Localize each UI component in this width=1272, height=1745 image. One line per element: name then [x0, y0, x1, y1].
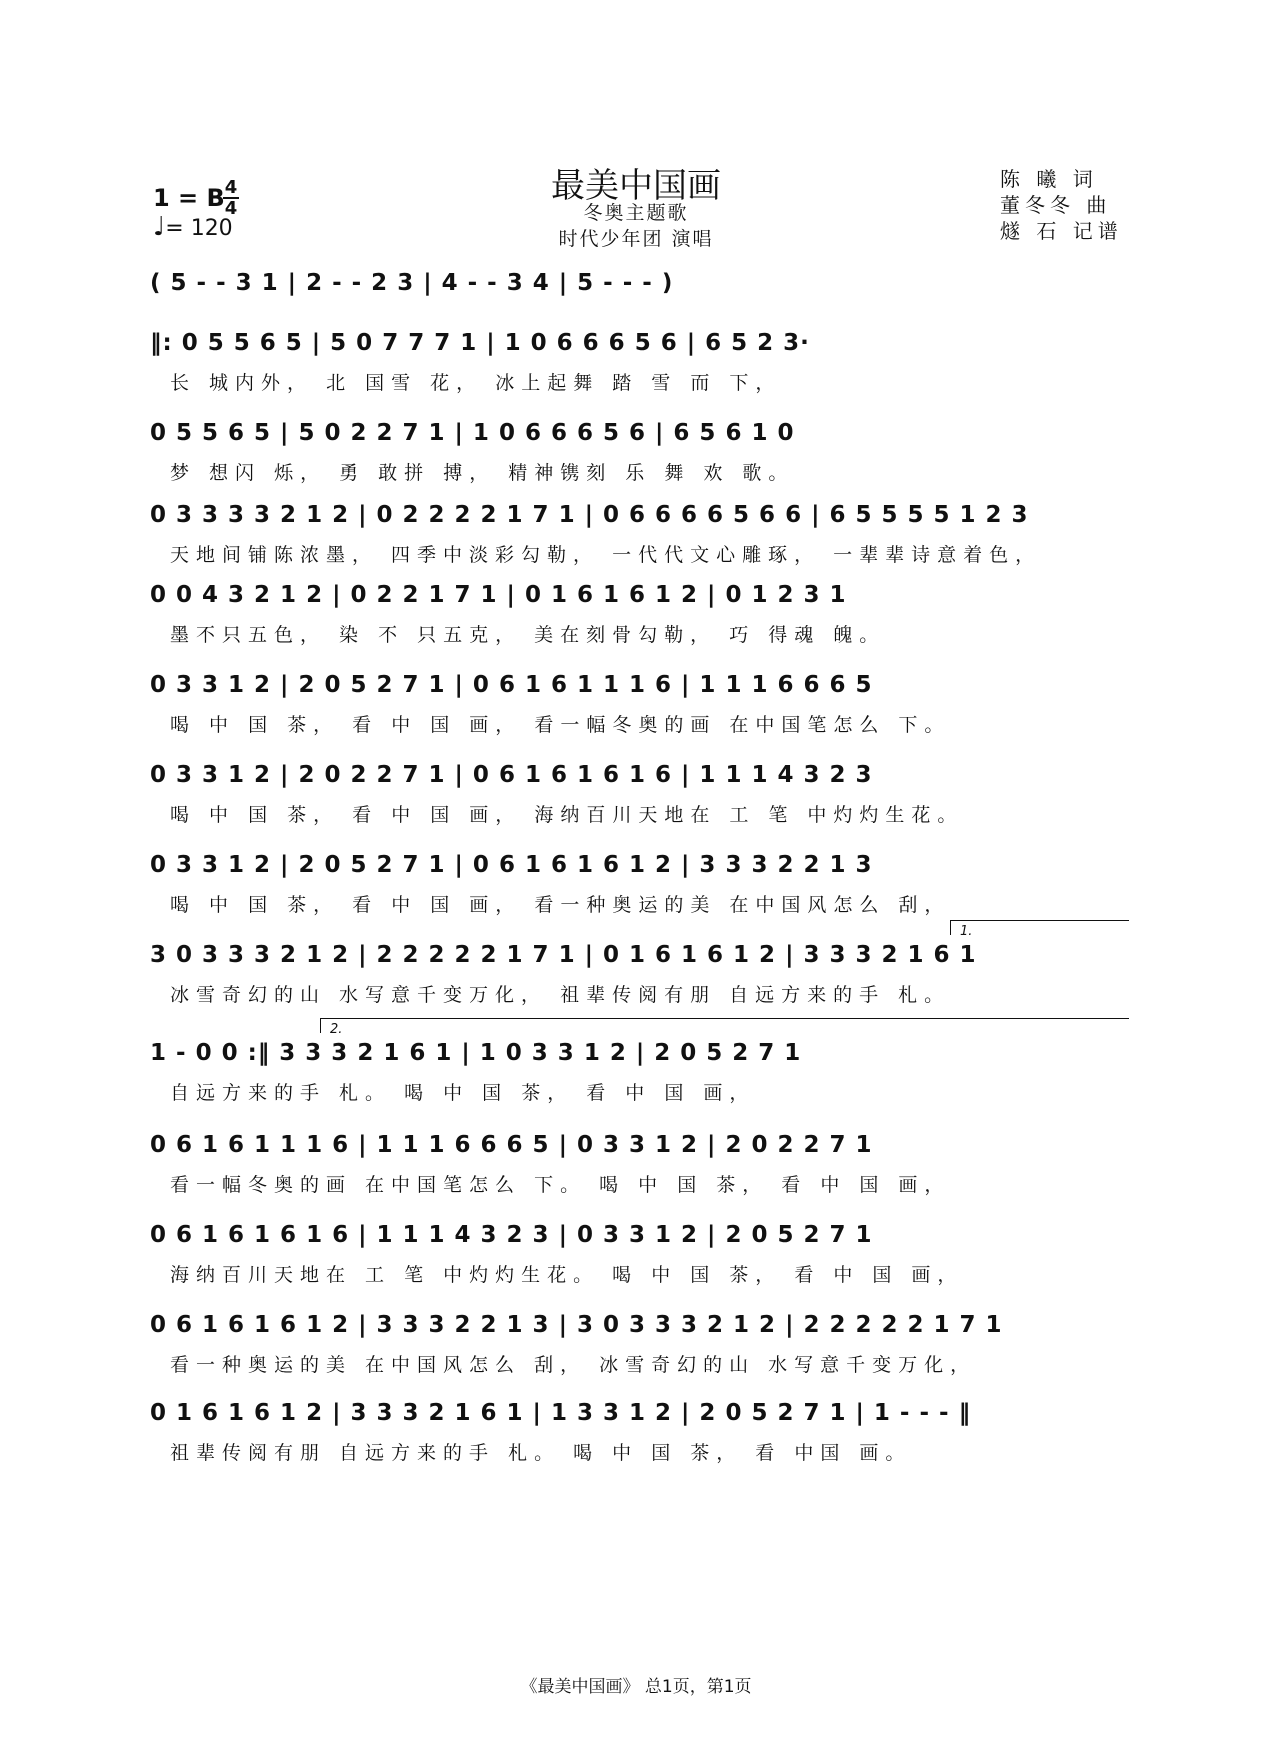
row-notes: 0 1 6 1 6 1 2 | 3 3 3 2 1 6 1 | 1 3 3 1 2 | 2 0 5 2 7 1 | 1 - - - ‖	[150, 1400, 972, 1426]
row-notes: 0 6 1 6 1 6 1 2 | 3 3 3 2 2 1 3 | 3 0 3 3 3 2 1 2 | 2 2 2 2 2 1 7 1	[150, 1312, 1003, 1338]
key-text: 1 = B	[153, 184, 225, 212]
credit-lyricist: 陈 曦 词	[1000, 167, 1098, 191]
song-title: 最美中国画	[551, 166, 721, 206]
row-notes: 0 3 3 1 2 | 2 0 5 2 7 1 | 0 6 1 6 1 1 1 6 | 1 1 1 6 6 6 5	[150, 672, 873, 698]
row-lyrics: 喝 中 国 茶， 看 中 国 画， 看一种奥运的美 在中国风怎么 刮，	[170, 894, 951, 916]
row-notes: 0 6 1 6 1 6 1 6 | 1 1 1 4 3 2 3 | 0 3 3 1 2 | 2 0 5 2 7 1	[150, 1222, 873, 1248]
row-lyrics: 喝 中 国 茶， 看 中 国 画， 看一幅冬奥的画 在中国笔怎么 下。	[170, 714, 951, 736]
row-notes: ‖: 0 5 5 6 5 | 5 0 7 7 7 1 | 1 0 6 6 6 5 6 | 6 5 2 3·	[150, 330, 810, 356]
row-lyrics: 看一种奥运的美 在中国风怎么 刮， 冰雪奇幻的山 水写意千变万化，	[170, 1354, 977, 1376]
second-ending-bracket	[320, 1018, 1129, 1033]
row-lyrics: 自远方来的手 札。 喝 中 国 茶， 看 中 国 画，	[170, 1082, 756, 1104]
credit-transcriber: 燧 石 记谱	[1000, 219, 1123, 243]
quarter-note-icon: ♩	[153, 212, 166, 242]
second-ending-mark: 2.	[330, 1022, 343, 1037]
first-ending-mark: 1.	[960, 924, 973, 939]
row-lyrics: 天地间铺陈浓墨， 四季中淡彩勾勒， 一代代文心雕琢， 一辈辈诗意着色，	[170, 544, 1042, 566]
row-lyrics: 墨不只五色， 染 不 只五克， 美在刻骨勾勒， 巧 得魂 魄。	[170, 624, 886, 646]
song-subtitle: 冬奥主题歌	[583, 202, 689, 224]
row-lyrics: 梦 想闪 烁， 勇 敢拼 搏， 精神镌刻 乐 舞 欢 歌。	[170, 462, 795, 484]
tempo-value: = 120	[165, 216, 233, 241]
row-lyrics: 祖辈传阅有朋 自远方来的手 札。 喝 中 国 茶， 看 中国 画。	[170, 1442, 912, 1464]
intro-notes: ( 5 - - 3 1 | 2 - - 2 3 | 4 - - 3 4 | 5 - - - )	[150, 270, 674, 296]
row-notes: 0 5 5 6 5 | 5 0 2 2 7 1 | 1 0 6 6 6 5 6 | 6 5 6 1 0	[150, 420, 795, 446]
row-notes: 0 3 3 1 2 | 2 0 5 2 7 1 | 0 6 1 6 1 6 1 2 | 3 3 3 2 2 1 3	[150, 852, 873, 878]
row-notes: 1 - 0 0 :‖ 3 3 3 2 1 6 1 | 1 0 3 3 1 2 | 2 0 5 2 7 1	[150, 1040, 802, 1066]
credits-block	[1000, 166, 1123, 244]
row-notes: 3 0 3 3 3 2 1 2 | 2 2 2 2 2 1 7 1 | 0 1 6 1 6 1 2 | 3 3 3 2 1 6 1	[150, 942, 977, 968]
credit-composer: 董冬冬 曲	[1000, 193, 1112, 217]
row-lyrics: 喝 中 国 茶， 看 中 国 画， 海纳百川天地在 工 笔 中灼灼生花。	[170, 804, 964, 826]
page-footer: 《最美中国画》 总1页，第1页	[520, 1677, 752, 1697]
row-lyrics: 长 城内外， 北 国雪 花， 冰上起舞 踏 雪 而 下，	[170, 372, 782, 394]
tempo-marking	[153, 212, 233, 242]
row-notes: 0 3 3 1 2 | 2 0 2 2 7 1 | 0 6 1 6 1 6 1 6 | 1 1 1 4 3 2 3	[150, 762, 873, 788]
time-sig-bottom: 4	[224, 198, 238, 219]
row-notes: 0 0 4 3 2 1 2 | 0 2 2 1 7 1 | 0 1 6 1 6 1 2 | 0 1 2 3 1	[150, 582, 847, 608]
row-lyrics: 海纳百川天地在 工 笔 中灼灼生花。 喝 中 国 茶， 看 中 国 画，	[170, 1264, 964, 1286]
time-sig-top: 4	[224, 177, 238, 198]
row-notes: 0 3 3 3 3 2 1 2 | 0 2 2 2 2 1 7 1 | 0 6 6 6 6 5 6 6 | 6 5 5 5 5 1 2 3	[150, 502, 1029, 528]
row-notes: 0 6 1 6 1 1 1 6 | 1 1 1 6 6 6 5 | 0 3 3 1 2 | 2 0 2 2 7 1	[150, 1132, 873, 1158]
first-ending-bracket	[950, 920, 1129, 935]
row-lyrics: 看一幅冬奥的画 在中国笔怎么 下。 喝 中 国 茶， 看 中 国 画，	[170, 1174, 951, 1196]
row-lyrics: 冰雪奇幻的山 水写意千变万化， 祖辈传阅有朋 自远方来的手 札。	[170, 984, 951, 1006]
performer-line: 时代少年团 演唱	[558, 228, 714, 250]
key-signature	[153, 184, 225, 212]
